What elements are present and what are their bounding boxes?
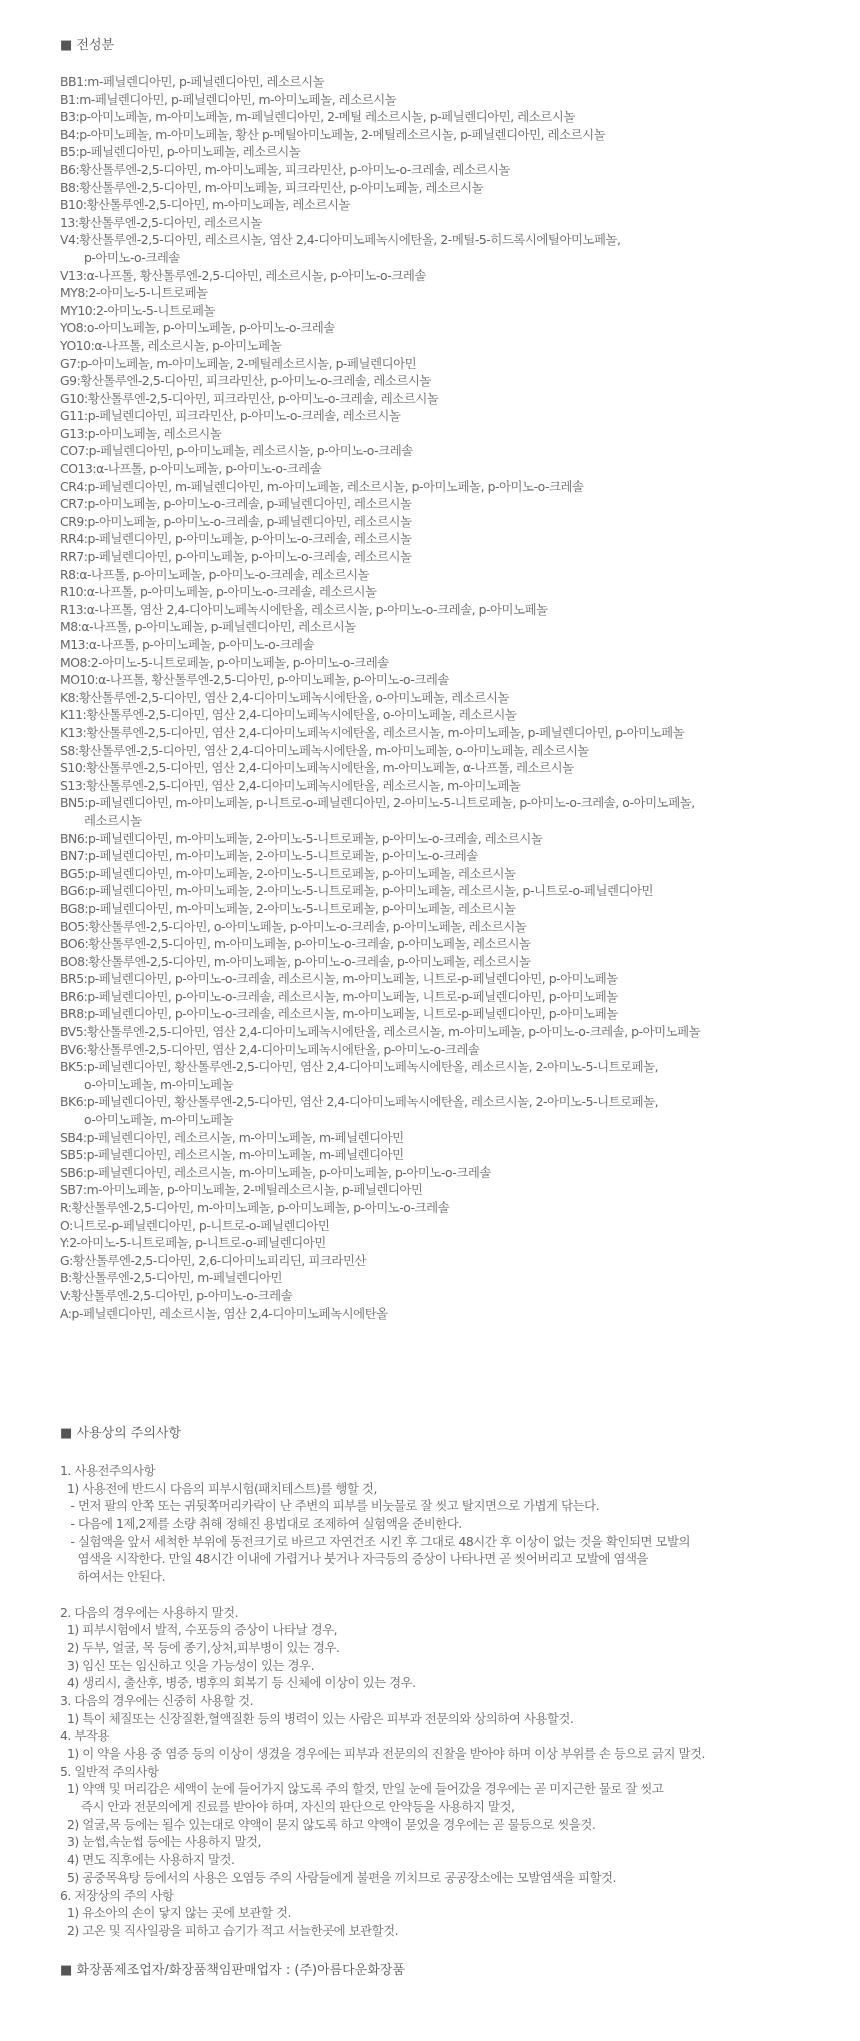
precaution-line: 1. 사용전주의사항 [60, 1463, 156, 1478]
ingredient-line: o-아미노페놀, m-아미노페놀 [84, 1112, 234, 1128]
ingredient-line: R10:α-나프톨, p-아미노페놀, p-아미노-o-크레솔, 레소르시놀 [60, 584, 377, 600]
ingredient-line: CR4:p-페닐렌디아민, m-페닐렌디아민, m-아미노페놀, 레소르시놀, p-아미노페놀, p-아미노-o-크레솔 [60, 478, 584, 494]
ingredient-line: G11:p-페닐렌디아민, 피크라민산, p-아미노-o-크레솔, 레소르시놀 [60, 408, 401, 424]
ingredient-line: RR4:p-페닐렌디아민, p-아미노페놀, p-아미노-o-크레솔, 레소르시놀 [60, 531, 412, 547]
ingredient-line: V:황산톨루엔-2,5-디아민, p-아미노-o-크레솔 [60, 1287, 293, 1303]
precaution-line: 1) 피부시험에서 발적, 수포등의 증상이 나타날 경우, [60, 1622, 338, 1638]
ingredient-line: BG6:p-페닐렌디아민, m-아미노페놀, 2-아미노-5-니트로페놀, p-아미노페놀, 레소르시놀, p-니트로-o-페닐렌디아민 [60, 883, 654, 899]
ingredient-line: o-아미노페놀, m-아미노페놀 [84, 1076, 234, 1092]
precaution-line: 염색을 시작한다. 만일 48시간 이내에 가렵거나 붓거나 자극등의 증상이 나타나면 곧 씻어버리고 모발에 염색을 [60, 1551, 649, 1567]
precautions-heading: ■ 사용상의 주의사항 [60, 1426, 182, 1441]
ingredient-line: BR6:p-페닐렌디아민, p-아미노-o-크레솔, 레소르시놀, m-아미노페놀, 니트로-p-페닐렌디아민, p-아미노페놀 [60, 988, 618, 1004]
ingredient-line: V4:황산톨루엔-2,5-디아민, 레소르시놀, 염산 2,4-디아미노페녹시에탄올, 2-메틸-5-히드록시에틸아미노페놀, [60, 232, 621, 248]
ingredient-line: G9:황산톨루엔-2,5-디아민, 피크라민산, p-아미노-o-크레솔, 레소르시놀 [60, 373, 431, 389]
ingredient-line: R:황산톨루엔-2,5-디아민, m-아미노페놀, p-아미노페놀, p-아미노-o-크레솔 [60, 1200, 450, 1215]
ingredient-line: B:황산톨루엔-2,5-디아민, m-페닐렌디아민 [60, 1270, 283, 1286]
ingredient-line: G7:p-아미노페놀, m-아미노페놀, 2-메틸레소르시놀, p-페닐렌디아민 [60, 355, 417, 371]
ingredient-line: YO8:o-아미노페놀, p-아미노페놀, p-아미노-o-크레솔 [60, 320, 335, 336]
ingredient-line: MY10:2-아미노-5-니트로페놀 [60, 302, 216, 318]
ingredient-line: BN7:p-페닐렌디아민, m-아미노페놀, 2-아미노-5-니트로페놀, p-아미노-o-크레솔 [60, 848, 478, 864]
ingredient-line: SB6:p-페닐렌디아민, 레소르시놀, m-아미노페놀, p-아미노페놀, p-아미노-o-크레솔 [60, 1164, 491, 1180]
precaution-line: 1) 이 약을 사용 중 염증 등의 이상이 생겼을 경우에는 피부과 전문의의 진찰을 받아야 하며 이상 부위를 손 등으로 긁지 말것. [60, 1746, 705, 1761]
ingredient-line: G13:p-아미노페놀, 레소르시놀 [60, 425, 222, 441]
precaution-line: 2) 얼굴,목 등에는 될수 있는대로 약액이 묻지 않도록 하고 약액이 묻었을 경우에는 곧 물등으로 씻을것. [60, 1816, 596, 1832]
ingredient-line: S8:황산톨루엔-2,5-디아민, 염산 2,4-디아미노페녹시에탄올, m-아미노페놀, o-아미노페놀, 레소르시놀 [60, 742, 589, 758]
ingredient-line: G:황산톨루엔-2,5-디아민, 2,6-디아미노피리딘, 피크라민산 [60, 1252, 366, 1268]
precaution-line: 하여서는 안된다. [60, 1569, 166, 1585]
ingredient-line: SB5:p-페닐렌디아민, 레소르시놀, m-아미노페놀, m-페닐렌디아민 [60, 1147, 404, 1163]
precautions-list [60, 1462, 850, 1940]
precaution-line: 2) 두부, 얼굴, 목 등에 종기,상처,피부병이 있는 경우. [60, 1639, 340, 1655]
ingredient-line: R8:α-나프톨, p-아미노페놀, p-아미노-o-크레솔, 레소르시놀 [60, 566, 370, 582]
ingredient-line: YO10:α-나프톨, 레소르시놀, p-아미노페놀 [60, 337, 282, 353]
ingredient-line: RR7:p-페닐렌디아민, p-아미노페놀, p-아미노-o-크레솔, 레소르시놀 [60, 549, 412, 565]
precaution-line: 즉시 안과 전문의에게 진료를 받아야 하며, 자신의 판단으로 안약등을 사용하지 말것, [60, 1799, 515, 1815]
ingredient-line: M13:α-나프톨, p-아미노페놀, p-아미노-o-크레솔 [60, 637, 315, 652]
precaution-line: 1) 특이 체질또는 신장질환,혈액질환 등의 병력이 있는 사람은 피부과 전문의와 상의하여 사용할것. [60, 1710, 574, 1726]
ingredient-line: M8:α-나프톨, p-아미노페놀, p-페닐렌디아민, 레소르시놀 [60, 619, 356, 635]
ingredient-line: K11:황산톨루엔-2,5-디아민, 염산 2,4-디아미노페녹시에탄올, o-아미노페놀, 레소르시놀 [60, 707, 517, 723]
ingredient-line: CR7:p-아미노페놀, p-아미노-o-크레솔, p-페닐렌디아민, 레소르시놀 [60, 496, 412, 512]
ingredient-line: R13:α-나프톨, 염산 2,4-디아미노페녹시에탄올, 레소르시놀, p-아미노-o-크레솔, p-아미노페놀 [60, 601, 548, 617]
ingredient-line: BN6:p-페닐렌디아민, m-아미노페놀, 2-아미노-5-니트로페놀, p-아미노-o-크레솔, 레소르시놀 [60, 830, 543, 846]
ingredient-line: G10:황산톨루엔-2,5-디아민, 피크라민산, p-아미노-o-크레솔, 레소르시놀 [60, 390, 439, 406]
ingredient-line: BO5:황산톨루엔-2,5-디아민, o-아미노페놀, p-아미노-o-크레솔, p-아미노페놀, 레소르시놀 [60, 918, 527, 934]
precaution-line: 5) 공중목욕탕 등에서의 사용은 오염등 주의 사람들에게 불편을 끼치므로 공공장소에는 모발염색을 피할것. [60, 1869, 616, 1885]
ingredient-line: BN5:p-페닐렌디아민, m-아미노페놀, p-니트로-o-페닐렌디아민, 2-아미노-5-니트로페놀, p-아미노-o-크레솔, o-아미노페놀, [60, 795, 695, 811]
ingredient-line: B10:황산톨루엔-2,5-디아민, m-아미노페놀, 레소르시놀 [60, 197, 350, 213]
ingredient-line: B4:p-아미노페놀, m-아미노페놀, 황산 p-메틸아미노페놀, 2-메틸레소르시놀, p-페닐렌디아민, 레소르시놀 [60, 126, 606, 142]
ingredients-heading: ■ 전성분 [60, 38, 115, 53]
ingredient-line: Y:2-아미노-5-니트로페놀, p-니트로-o-페닐렌디아민 [60, 1235, 326, 1251]
precaution-line: 2. 다음의 경우에는 사용하지 말것. [60, 1604, 239, 1620]
precaution-line: - 다음에 1제,2제를 소량 취해 정해진 용법대로 조제하여 실험액을 준비한다. [60, 1516, 462, 1532]
precaution-line: 3. 다음의 경우에는 신중히 사용할 것. [60, 1692, 254, 1708]
ingredient-line: K13:황산톨루엔-2,5-디아민, 염산 2,4-디아미노페녹시에탄올, 레소르시놀, m-아미노페놀, p-페닐렌디아민, p-아미노페놀 [60, 724, 685, 740]
ingredient-line: BG8:p-페닐렌디아민, m-아미노페놀, 2-아미노-5-니트로페놀, p-아미노페놀, 레소르시놀 [60, 900, 516, 916]
ingredient-line: S13:황산톨루엔-2,5-디아민, 염산 2,4-디아미노페녹시에탄올, 레소르시놀, m-아미노페놀 [60, 777, 521, 793]
ingredient-line: CR9:p-아미노페놀, p-아미노-o-크레솔, p-페닐렌디아민, 레소르시놀 [60, 513, 412, 529]
precaution-line: 3) 눈썹,속눈썹 등에는 사용하지 말것, [60, 1834, 261, 1850]
ingredient-line: K8:황산톨루엔-2,5-디아민, 염산 2,4-디아미노페녹시에탄올, o-아미노페놀, 레소르시놀 [60, 689, 509, 705]
precaution-line: 3) 임신 또는 임신하고 잇을 가능성이 있는 경우. [60, 1657, 315, 1673]
ingredient-line: B3:p-아미노페놀, m-아미노페놀, m-페닐렌디아민, 2-메틸 레소르시놀, p-페닐렌디아민, 레소르시놀 [60, 109, 575, 125]
ingredient-line: BV5:황산톨루엔-2,5-디아민, 염산 2,4-디아미노페녹시에탄올, 레소르시놀, m-아미노페놀, p-아미노-o-크레솔, p-아미노페놀 [60, 1024, 701, 1040]
ingredient-line: BO8:황산톨루엔-2,5-디아민, m-아미노페놀, p-아미노-o-크레솔, p-아미노페놀, 레소르시놀 [60, 953, 531, 969]
precaution-line: 6. 저장상의 주의 사항 [60, 1887, 174, 1903]
ingredient-line: CO7:p-페닐렌디아민, p-아미노페놀, 레소르시놀, p-아미노-o-크레솔 [60, 443, 413, 459]
precaution-line: 5. 일반적 주의사항 [60, 1763, 159, 1779]
ingredient-line: MO10:α-나프톨, 황산톨루엔-2,5-디아민, p-아미노페놀, p-아미노-o-크레솔 [60, 672, 449, 688]
ingredient-line: BG5:p-페닐렌디아민, m-아미노페놀, 2-아미노-5-니트로페놀, p-아미노페놀, 레소르시놀 [60, 865, 516, 881]
ingredient-line: p-아미노-o-크레솔 [84, 249, 180, 265]
ingredient-line: CO13:α-나프톨, p-아미노페놀, p-아미노-o-크레솔 [60, 461, 322, 477]
ingredient-line: 레소르시놀 [84, 812, 142, 828]
ingredient-line: MY8:2-아미노-5-니트로페놀 [60, 285, 208, 301]
ingredient-line: BO6:황산톨루엔-2,5-디아민, m-아미노페놀, p-아미노-o-크레솔, p-아미노페놀, 레소르시놀 [60, 936, 531, 952]
precaution-line: 1) 유소아의 손이 닿지 않는 곳에 보관할 것. [60, 1905, 292, 1921]
precaution-line: 1) 사용전에 반드시 다음의 피부시험(패치테스트)를 행할 것, [60, 1480, 377, 1496]
precaution-line: - 먼저 팔의 안쪽 또는 귀뒷쪽머리카락이 난 주변의 피부를 비눗물로 잘 씻고 탈지면으로 가볍게 닦는다. [60, 1498, 600, 1514]
precaution-line: 1) 약액 및 머리감은 세액이 눈에 들어가지 않도록 주의 할것, 만일 눈에 들어갔을 경우에는 곧 미지근한 물로 잘 씻고 [60, 1781, 664, 1797]
ingredient-line: B1:m-페닐렌디아민, p-페닐렌디아민, m-아미노페놀, 레소르시놀 [60, 91, 397, 107]
ingredient-line: MO8:2-아미노-5-니트로페놀, p-아미노페놀, p-아미노-o-크레솔 [60, 654, 389, 670]
precaution-line [60, 1586, 850, 1604]
ingredient-line: BB1:m-페닐렌디아민, p-페닐렌디아민, 레소르시놀 [60, 74, 325, 89]
ingredient-line: BR8:p-페닐렌디아민, p-아미노-o-크레솔, 레소르시놀, m-아미노페놀, 니트로-p-페닐렌디아민, p-아미노페놀 [60, 1006, 618, 1022]
ingredient-line: BK5:p-페닐렌디아민, 황산톨루엔-2,5-디아민, 염산 2,4-디아미노페녹시에탄올, 레소르시놀, 2-아미노-5-니트로페놀, [60, 1059, 659, 1075]
ingredient-line: SB4:p-페닐렌디아민, 레소르시놀, m-아미노페놀, m-페닐렌디아민 [60, 1129, 404, 1145]
precaution-line: - 실험액을 앞서 세척한 부위에 동전크기로 바르고 자연건조 시킨 후 그대로 48시간 후 이상이 없는 것을 확인되면 모발의 [60, 1533, 691, 1549]
ingredient-line: 13:황산톨루엔-2,5-디아민, 레소르시놀 [60, 214, 262, 230]
ingredient-line: O:니트로-p-페닐렌디아민, p-니트로-o-페닐렌디아민 [60, 1217, 330, 1233]
precaution-line: 4) 면도 직후에는 사용하지 말것. [60, 1852, 235, 1868]
ingredient-line: B8:황산톨루엔-2,5-디아민, m-아미노페놀, 피크라민산, p-아미노페놀, 레소르시놀 [60, 179, 484, 195]
ingredient-line: B6:황산톨루엔-2,5-디아민, m-아미노페놀, 피크라민산, p-아미노-o-크레솔, 레소르시놀 [60, 161, 511, 177]
ingredient-line: BK6:p-페닐렌디아민, 황산톨루엔-2,5-디아민, 염산 2,4-디아미노페녹시에탄올, 레소르시놀, 2-아미노-5-니트로페놀, [60, 1094, 659, 1110]
precaution-line: 4. 부작용 [60, 1728, 109, 1744]
ingredient-line: BR5:p-페닐렌디아민, p-아미노-o-크레솔, 레소르시놀, m-아미노페놀, 니트로-p-페닐렌디아민, p-아미노페놀 [60, 971, 618, 987]
ingredient-line: A:p-페닐렌디아민, 레소르시놀, 염산 2,4-디아미노페녹시에탄올 [60, 1305, 388, 1321]
ingredient-line: BV6:황산톨루엔-2,5-디아민, 염산 2,4-디아미노페녹시에탄올, p-아미노-o-크레솔 [60, 1041, 480, 1057]
precaution-line: 2) 고온 및 직사일광을 피하고 습기가 적고 서늘한곳에 보관할것. [60, 1922, 399, 1938]
ingredients-list [60, 73, 850, 1322]
ingredient-line: V13:α-나프톨, 황산톨루엔-2,5-디아민, 레소르시놀, p-아미노-o-크레솔 [60, 267, 426, 283]
manufacturer-line: ■ 화장품제조업자/화장품책임판매업자 : (주)아름다운화장품 [60, 1963, 405, 1978]
ingredient-line: SB7:m-아미노페놀, p-아미노페놀, 2-메틸레소르시놀, p-페닐렌디아민 [60, 1182, 423, 1198]
precaution-line: 4) 생리시, 출산후, 병중, 병후의 회복기 등 신체에 이상이 있는 경우. [60, 1675, 416, 1691]
ingredient-line: B5:p-페닐렌디아민, p-아미노페놀, 레소르시놀 [60, 144, 301, 160]
ingredient-line: S10:황산톨루엔-2,5-디아민, 염산 2,4-디아미노페녹시에탄올, m-아미노페놀, α-나프톨, 레소르시놀 [60, 760, 574, 776]
